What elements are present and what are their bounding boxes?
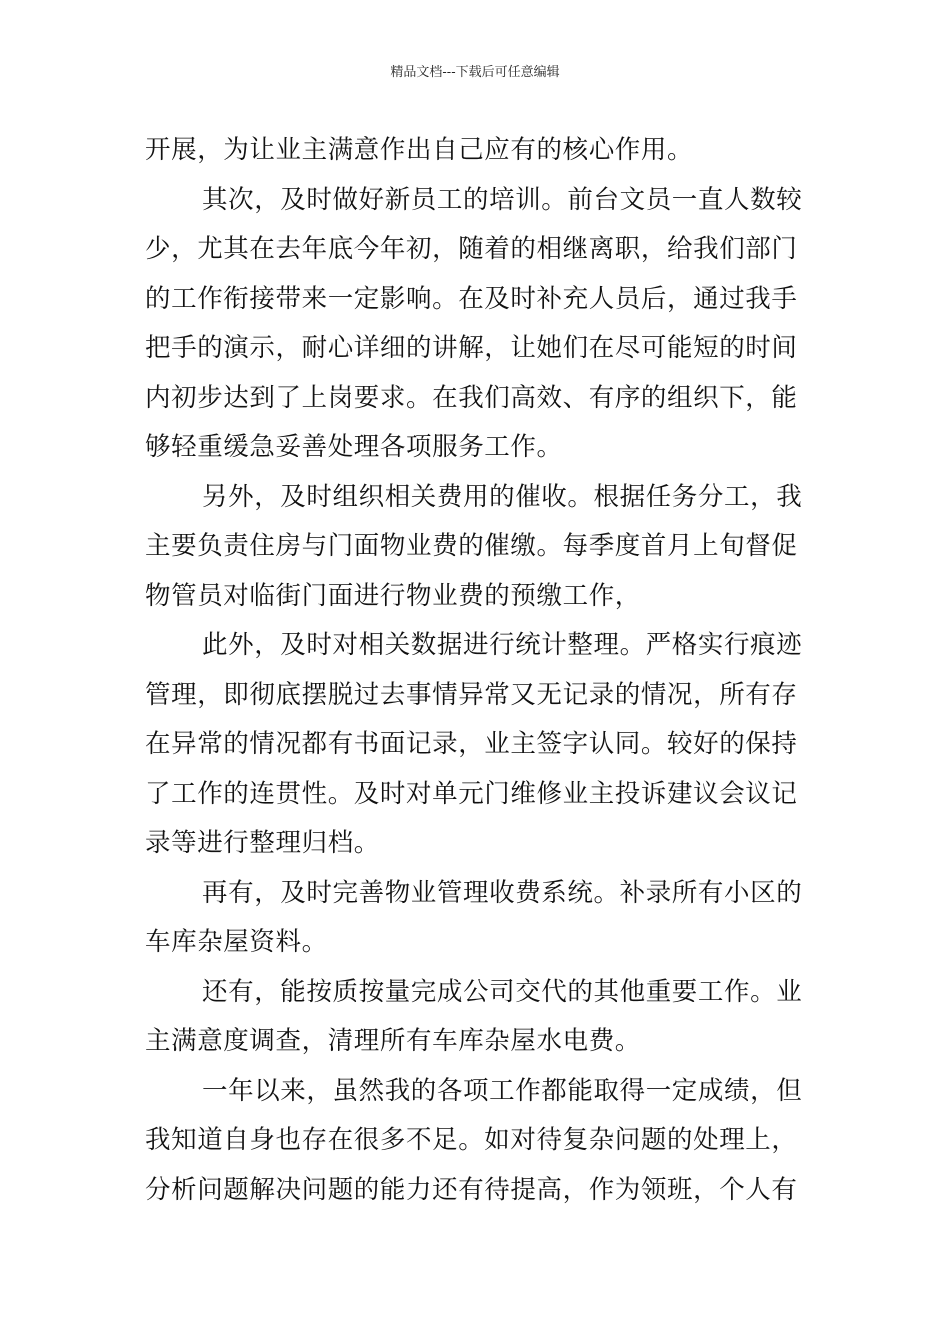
- paragraph-first-line: 此外，及时对相关数据进行统计整理。严格实行痕迹: [202, 630, 803, 660]
- paragraph-first-line: 其次，及时做好新员工的培训。前台文员一直人数较: [202, 184, 803, 215]
- text-line: 内初步达到了上岗要求。在我们高效、有序的组织下，能: [145, 382, 798, 413]
- text-line: 的工作衔接带来一定影响。在及时补充人员后，通过我手: [145, 283, 798, 314]
- text-line: 在异常的情况都有书面记录，业主签字认同。较好的保持: [145, 729, 798, 759]
- text-line: 分析问题解决问题的能力还有待提高，作为领班，个人有: [145, 1174, 798, 1205]
- text-line: 录等进行整理归档。: [145, 828, 380, 858]
- text-line: 够轻重缓急妥善处理各项服务工作。: [145, 432, 563, 462]
- text-line: 开展，为让业主满意作出自己应有的核心作用。: [145, 135, 694, 165]
- document-body: [145, 126, 811, 1215]
- text-line: 主要负责住房与门面物业费的催缴。每季度首月上旬督促: [145, 531, 798, 561]
- text-line: 少，尤其在去年底今年初，随着的相继离职，给我们部门: [145, 234, 798, 264]
- paragraph-first-line: 再有，及时完善物业管理收费系统。补录所有小区的: [202, 877, 803, 908]
- text-line: 管理，即彻底摆脱过去事情异常又无记录的情况，所有存: [145, 679, 798, 710]
- text-line: 车库杂屋资料。: [145, 927, 328, 957]
- text-line: 主满意度调查，清理所有车库杂屋水电费。: [145, 1026, 641, 1056]
- page-header: 精品文档---下载后可任意编辑: [390, 65, 560, 80]
- paragraph-first-line: 一年以来，虽然我的各项工作都能取得一定成绩，但: [202, 1075, 803, 1106]
- text-line: 我知道自身也存在很多不足。如对待复杂问题的处理上，: [145, 1125, 798, 1155]
- text-line: 了工作的连贯性。及时对单元门维修业主投诉建议会议记: [145, 778, 798, 809]
- text-line: 物管员对临街门面进行物业费的预缴工作，: [145, 580, 641, 611]
- paragraph-first-line: 另外，及时组织相关费用的催收。根据任务分工，我: [202, 481, 803, 512]
- paragraph-first-line: 还有，能按质按量完成公司交代的其他重要工作。业: [202, 976, 803, 1007]
- text-line: 把手的演示，耐心详细的讲解，让她们在尽可能短的时间: [145, 333, 798, 363]
